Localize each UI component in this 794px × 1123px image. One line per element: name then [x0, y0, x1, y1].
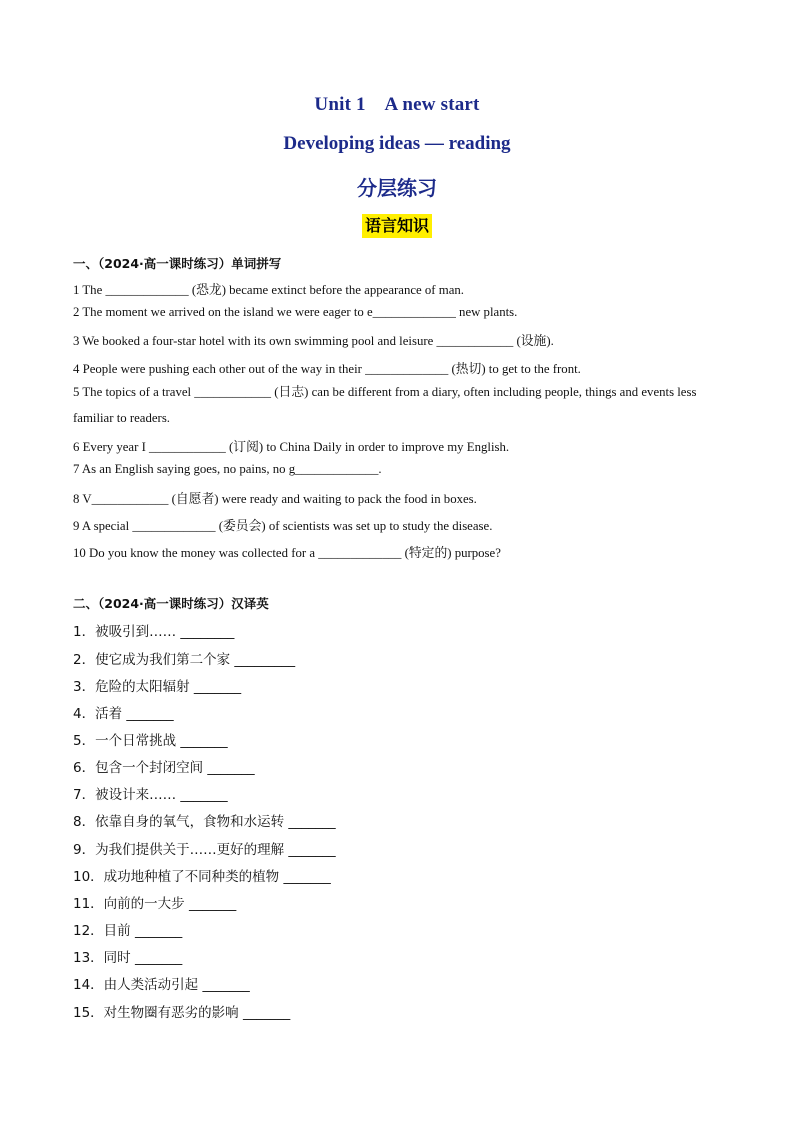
- translation-item: 4．活着 _______: [73, 706, 174, 722]
- spelling-item: 1 The _____________ (恐龙) became extinct before the appearance of man.: [73, 283, 464, 297]
- translation-item: 3．危险的太阳辐射 _______: [73, 679, 242, 695]
- translation-item: 10．成功地种植了不同种类的植物 _______: [73, 869, 331, 885]
- spelling-item: 4 People were pushing each other out of the way in their _____________ (热切) to get to the front.: [73, 362, 581, 376]
- spelling-item: 7 As an English saying goes, no pains, no g_____________.: [73, 462, 382, 476]
- translation-item: 11．向前的一大步 _______: [73, 896, 237, 912]
- spelling-item: 2 The moment we arrived on the island we were eager to e_____________ new plants.: [73, 305, 518, 319]
- spelling-item: 8 V____________ (自愿者) were ready and waiting to pack the food in boxes.: [73, 492, 477, 506]
- translation-item: 8．依靠自身的氧气，食物和水运转 _______: [73, 814, 336, 830]
- language-knowledge-badge: 语言知识: [362, 214, 432, 238]
- translation-item: 7．被设计来…… _______: [73, 787, 228, 803]
- lesson-subtitle: Developing ideas — reading: [283, 133, 511, 154]
- translation-item: 5．一个日常挑战 _______: [73, 733, 228, 749]
- spelling-item: 3 We booked a four-star hotel with its own swimming pool and leisure ____________ (设施).: [73, 334, 554, 348]
- translation-item: 13．同时 _______: [73, 950, 183, 966]
- translation-item: 6．包含一个封闭空间 _______: [73, 760, 255, 776]
- unit-title: Unit 1 A new start: [314, 94, 480, 115]
- translation-item: 9．为我们提供关于……更好的理解 _______: [73, 842, 336, 858]
- spelling-item: 9 A special _____________ (委员会) of scientists was set up to study the disease.: [73, 519, 493, 533]
- spelling-item: 6 Every year I ____________ (订阅) to China Daily in order to improve my English.: [73, 440, 510, 454]
- section1-heading: 一、（2024·高一课时练习）单词拼写: [73, 256, 282, 271]
- translation-item: 14．由人类活动引起 _______: [73, 977, 250, 993]
- spelling-item: 10 Do you know the money was collected for a _____________ (特定的) purpose?: [73, 546, 501, 560]
- badge-row: [0, 214, 794, 238]
- section2-heading: 二、（2024·高一课时练习）汉译英: [73, 596, 269, 611]
- translation-item: 1．被吸引到…… ________: [73, 624, 235, 640]
- spelling-item: 5 The topics of a travel ____________ (日志) can be different from a diary, often including people, things and events less familiar to readers.: [73, 385, 697, 425]
- translation-item: 2．使它成为我们第二个家 _________: [73, 652, 296, 668]
- exercise-category: 分层练习: [357, 176, 437, 200]
- translation-item: 12．目前 _______: [73, 923, 183, 939]
- translation-item: 15．对生物圈有恶劣的影响 _______: [73, 1005, 291, 1021]
